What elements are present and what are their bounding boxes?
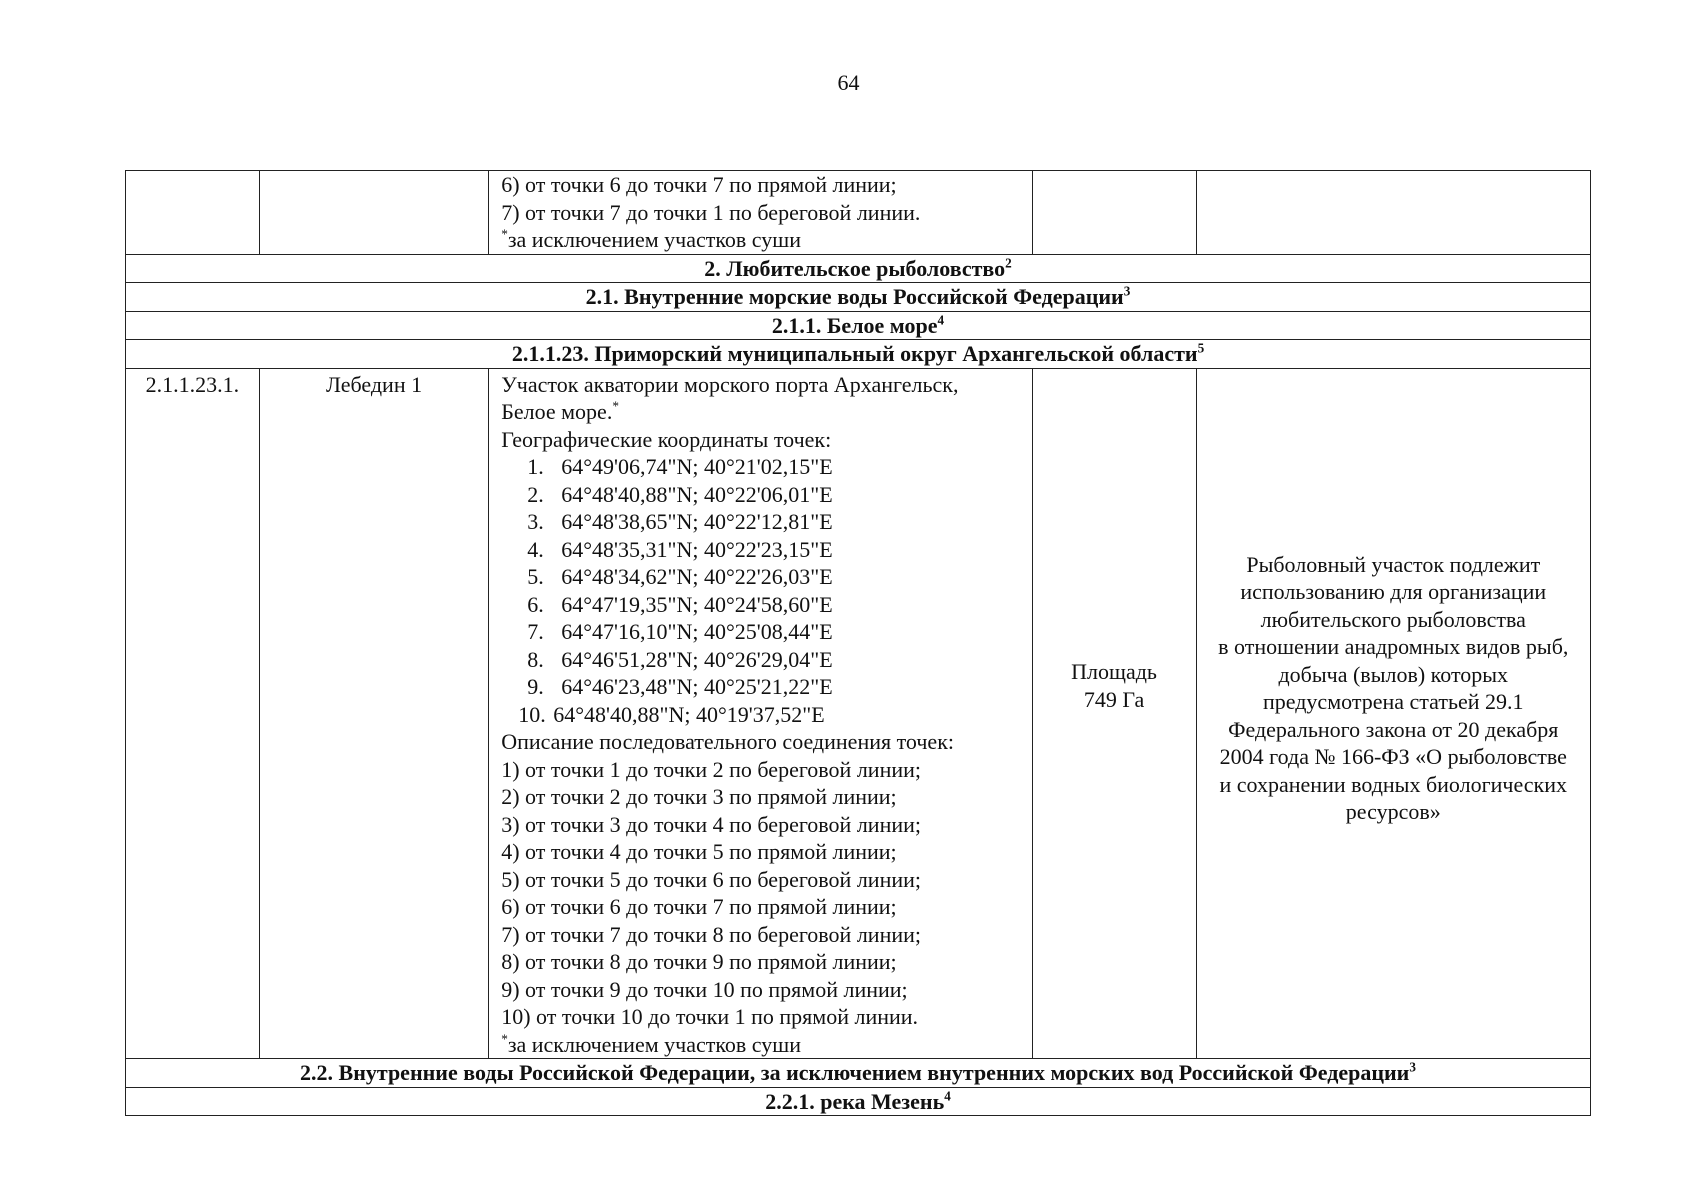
connection-line: 7) от точки 7 до точки 1 по береговой линии. bbox=[501, 199, 921, 225]
continuation-area-cell bbox=[1032, 171, 1196, 255]
connection-line: 2) от точки 2 до точки 3 по прямой линии; bbox=[501, 784, 897, 809]
subsection-heading-row bbox=[126, 1059, 1591, 1088]
connection-line: 5) от точки 5 до точки 6 по береговой линии; bbox=[501, 866, 922, 892]
subsection-heading-row bbox=[126, 1087, 1591, 1116]
area-name: Лебедин 1 bbox=[259, 368, 488, 1059]
subsection-heading-text: 2.2.1. река Мезень bbox=[765, 1088, 945, 1114]
connection-line: 8) от точки 8 до точки 9 по прямой линии; bbox=[501, 949, 897, 974]
coordinate-item bbox=[501, 646, 1027, 674]
coordinate-item bbox=[501, 481, 1027, 509]
description-line: Участок акватории морского порта Архангельск, bbox=[501, 371, 959, 397]
coordinate-item bbox=[501, 673, 1027, 701]
footnote-mark: * bbox=[501, 1031, 508, 1047]
footnote-ref: 3 bbox=[1123, 283, 1131, 299]
footnote-ref: 3 bbox=[1409, 1059, 1416, 1075]
usage-note bbox=[1196, 368, 1590, 1059]
area-value: 749 Га bbox=[1083, 686, 1145, 712]
continuation-code-cell bbox=[126, 171, 260, 255]
footnote-line bbox=[501, 1031, 1027, 1059]
coordinate-number: 2. bbox=[527, 481, 544, 507]
area-description bbox=[489, 368, 1032, 1059]
section-heading-row bbox=[126, 254, 1591, 283]
note-line: ресурсов» bbox=[1345, 799, 1441, 825]
footnote-line bbox=[501, 226, 1027, 254]
note-line: добыча (вылов) которых bbox=[1278, 661, 1509, 687]
continuation-row bbox=[126, 171, 1591, 255]
coordinate-number: 9. bbox=[527, 674, 544, 699]
footnote-ref: 2 bbox=[1005, 255, 1012, 271]
coordinate-number: 7. bbox=[527, 619, 544, 644]
coordinate-value: 64°48'40,88"N; 40°19'37,52"E bbox=[553, 701, 825, 727]
subsection-heading bbox=[126, 1059, 1591, 1088]
coordinate-value: 64°47'16,10"N; 40°25'08,44"E bbox=[561, 619, 833, 644]
connection-line: 10) от точки 10 до точки 1 по прямой линии. bbox=[501, 1004, 919, 1029]
subsection-heading bbox=[126, 283, 1591, 312]
subsection-heading bbox=[126, 1087, 1591, 1116]
coordinate-value: 64°48'35,31"N; 40°22'23,15"E bbox=[561, 536, 833, 562]
note-line: любительского рыболовства bbox=[1260, 606, 1526, 632]
section-heading bbox=[126, 254, 1591, 283]
description-text: Белое море. bbox=[501, 399, 613, 424]
continuation-note-cell bbox=[1196, 171, 1590, 255]
note-line: 2004 года № 166-ФЗ «О рыболовстве bbox=[1219, 744, 1567, 770]
coordinate-number: 4. bbox=[527, 536, 544, 562]
coordinate-item bbox=[501, 701, 1027, 729]
connection-line: 3) от точки 3 до точки 4 по береговой линии; bbox=[501, 811, 922, 837]
coordinate-item bbox=[501, 563, 1027, 591]
coordinate-value: 64°46'23,48"N; 40°25'21,22"E bbox=[561, 674, 833, 699]
footnote-mark: * bbox=[612, 398, 619, 414]
note-line: и сохранении водных биологических bbox=[1219, 771, 1568, 797]
connection-line: 6) от точки 6 до точки 7 по прямой линии; bbox=[501, 172, 897, 197]
coordinate-value: 64°48'40,88"N; 40°22'06,01"E bbox=[561, 481, 833, 507]
coordinate-number: 6. bbox=[527, 591, 544, 617]
subsection-heading-row bbox=[126, 340, 1591, 369]
coordinate-number: 1. bbox=[527, 454, 544, 479]
note-line: использованию для организации bbox=[1240, 579, 1547, 605]
coordinate-item bbox=[501, 453, 1027, 481]
footnote-ref: 4 bbox=[944, 1088, 951, 1104]
note-line: предусмотрена статьей 29.1 bbox=[1262, 689, 1524, 715]
subsection-heading-row bbox=[126, 283, 1591, 312]
coordinate-item bbox=[501, 618, 1027, 646]
fishing-area-row bbox=[126, 368, 1591, 1059]
connection-line: 7) от точки 7 до точки 8 по береговой линии; bbox=[501, 921, 922, 947]
note-line: Рыболовный участок подлежит bbox=[1246, 551, 1541, 577]
coordinate-value: 64°46'51,28"N; 40°26'29,04"E bbox=[561, 646, 833, 672]
subsection-heading-text: 2.1.1.23. Приморский муниципальный округ Архангельской области bbox=[511, 341, 1198, 366]
subsection-heading-text: 2.1.1. Белое море bbox=[771, 312, 938, 338]
subsection-heading-text: 2.2. Внутренние воды Российской Федерации, за исключением внутренних морских вод Российской Федерации bbox=[300, 1060, 1410, 1085]
footnote-ref: 5 bbox=[1197, 340, 1205, 356]
fishing-areas-table bbox=[125, 170, 1591, 1116]
coordinate-number: 8. bbox=[527, 646, 544, 672]
coordinate-value: 64°49'06,74"N; 40°21'02,15"E bbox=[561, 454, 833, 479]
coordinate-number: 10. bbox=[518, 701, 546, 727]
footnote-text: за исключением участков суши bbox=[507, 227, 801, 252]
coordinate-number: 5. bbox=[527, 564, 544, 589]
coordinate-value: 64°47'19,35"N; 40°24'58,60"E bbox=[561, 591, 833, 617]
note-line: в отношении анадромных видов рыб, bbox=[1218, 634, 1569, 660]
subsection-heading bbox=[126, 340, 1591, 369]
footnote-text: за исключением участков суши bbox=[507, 1031, 801, 1057]
subsection-heading bbox=[126, 311, 1591, 340]
continuation-description-cell bbox=[489, 171, 1032, 255]
footnote-mark: * bbox=[501, 226, 508, 242]
connections-heading: Описание последовательного соединения точек: bbox=[501, 729, 954, 754]
description-line bbox=[501, 398, 1027, 426]
connection-line: 4) от точки 4 до точки 5 по прямой линии; bbox=[501, 839, 897, 864]
coordinate-item bbox=[501, 536, 1027, 564]
area-label: Площадь bbox=[1071, 659, 1157, 685]
coordinate-item bbox=[501, 591, 1027, 619]
subsection-heading-text: 2.1. Внутренние морские воды Российской Федерации bbox=[585, 284, 1124, 309]
coordinate-value: 64°48'38,65"N; 40°22'12,81"E bbox=[561, 509, 833, 534]
subsection-heading-row bbox=[126, 311, 1591, 340]
area-code: 2.1.1.23.1. bbox=[126, 368, 260, 1059]
coordinate-number: 3. bbox=[527, 509, 544, 534]
note-line: Федерального закона от 20 декабря bbox=[1228, 716, 1559, 742]
continuation-name-cell bbox=[259, 171, 488, 255]
section-heading-text: 2. Любительское рыболовство bbox=[704, 255, 1006, 281]
connection-line: 6) от точки 6 до точки 7 по прямой линии; bbox=[501, 894, 897, 919]
area-size bbox=[1032, 368, 1196, 1059]
coordinates-heading: Географические координаты точек: bbox=[501, 426, 832, 452]
connection-line: 1) от точки 1 до точки 2 по береговой линии; bbox=[501, 756, 922, 782]
footnote-ref: 4 bbox=[937, 312, 945, 328]
page-number: 64 bbox=[837, 70, 860, 95]
coordinate-item bbox=[501, 508, 1027, 536]
connection-line: 9) от точки 9 до точки 10 по прямой линии; bbox=[501, 976, 908, 1002]
coordinate-value: 64°48'34,62"N; 40°22'26,03"E bbox=[561, 564, 833, 589]
